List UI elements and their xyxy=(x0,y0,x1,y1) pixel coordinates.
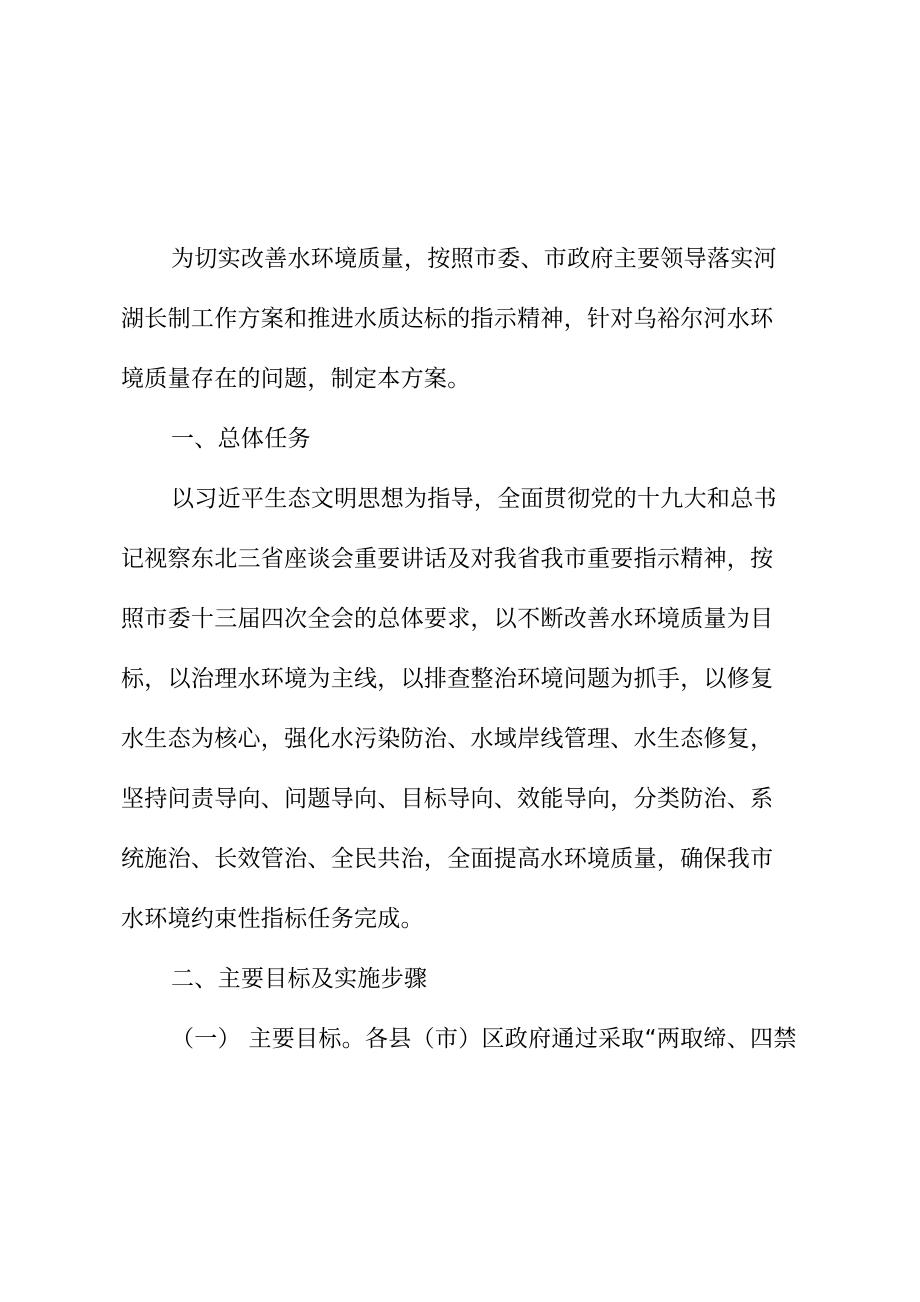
section-heading-overall-task: 一、总体任务 xyxy=(171,426,311,452)
section-heading-goals-steps: 二、主要目标及实施步骤 xyxy=(171,966,428,992)
overall-task-line-4: 标，以治理水环境为主线，以排查整治环境问题为抓手，以修复 xyxy=(121,666,774,692)
overall-task-line-6: 坚持问责导向、问题导向、目标导向、效能导向，分类防治、系 xyxy=(121,786,774,812)
overall-task-line-3: 照市委十三届四次全会的总体要求，以不断改善水环境质量为目 xyxy=(121,606,774,632)
intro-line-2: 湖长制工作方案和推进水质达标的指示精神，针对乌裕尔河水环 xyxy=(121,306,774,332)
overall-task-line-5: 水生态为核心，强化水污染防治、水域岸线管理、水生态修复， xyxy=(121,726,774,752)
overall-task-line-7: 统施治、长效管治、全民共治，全面提高水环境质量，确保我市 xyxy=(121,846,774,872)
intro-line-1: 为切实改善水环境质量，按照市委、市政府主要领导落实河 xyxy=(171,246,777,272)
overall-task-line-1: 以习近平生态文明思想为指导，全面贯彻党的十九大和总书 xyxy=(171,486,777,512)
intro-line-3: 境质量存在的问题，制定本方案。 xyxy=(121,366,471,392)
main-goal-line-1: （一） 主要目标。各县（市）区政府通过采取“两取缔、四禁 xyxy=(171,1026,797,1052)
overall-task-line-8: 水环境约束性指标任务完成。 xyxy=(121,906,424,932)
overall-task-line-2: 记视察东北三省座谈会重要讲话及对我省我市重要指示精神，按 xyxy=(121,546,774,572)
